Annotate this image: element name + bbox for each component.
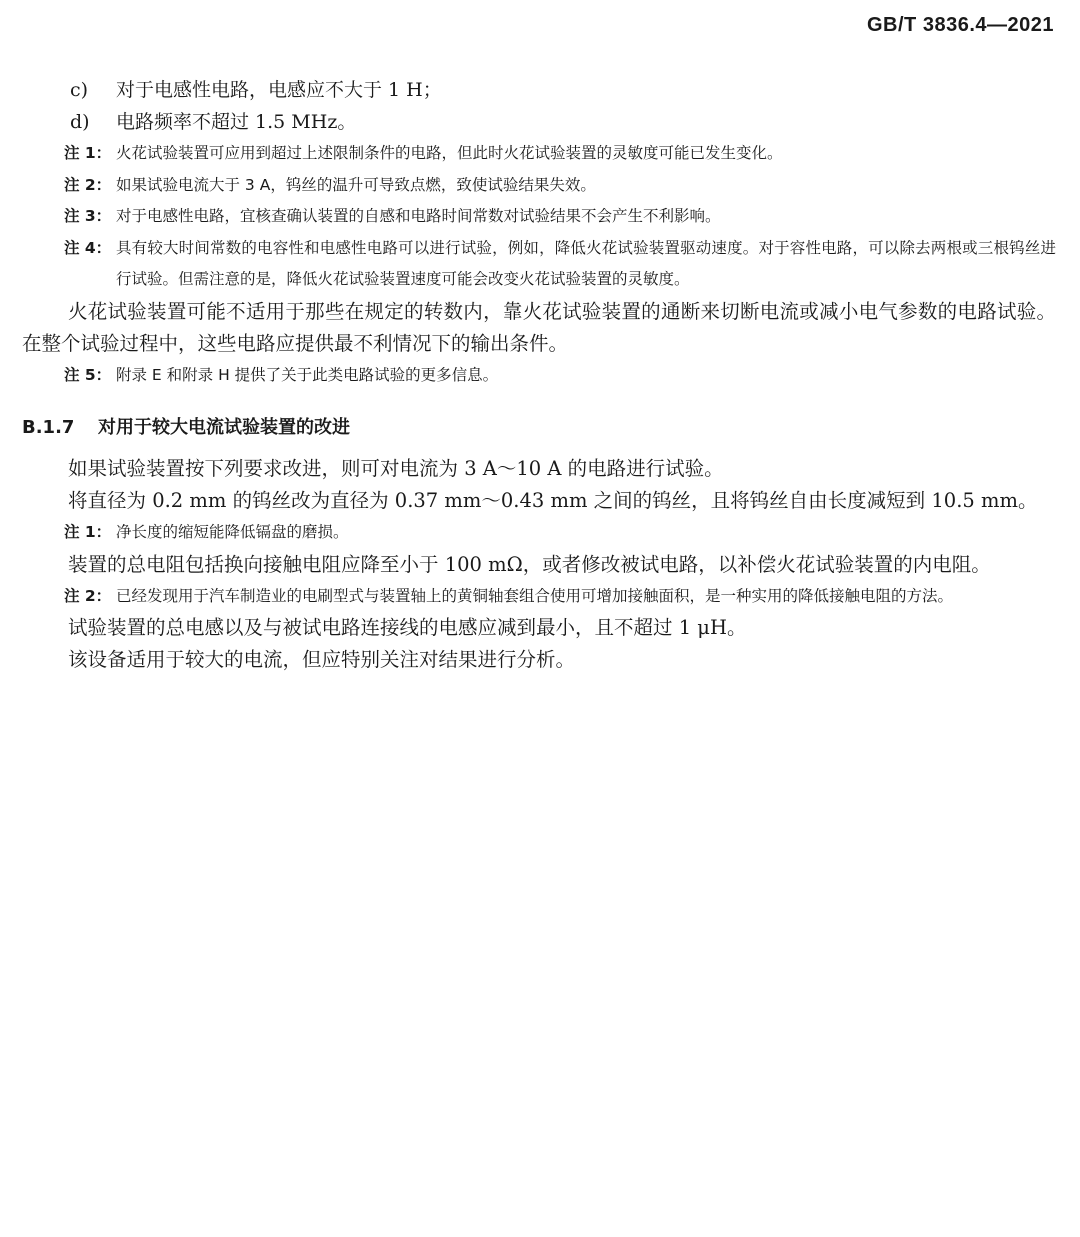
note-text: 净长度的缩短能降低镉盘的磨损。 [116, 523, 349, 541]
list-item-c [22, 74, 1056, 106]
standard-code: GB/T 3836.4—2021 [867, 14, 1054, 36]
note-label: 注 2： [64, 175, 112, 194]
note-b-1 [22, 517, 1056, 549]
list-item-d [22, 106, 1056, 138]
note-4 [22, 233, 1056, 296]
note-label: 注 3： [64, 207, 112, 225]
note-text: 附录 E 和附录 H 提供了关于此类电路试验的更多信息。 [116, 365, 499, 384]
note-label: 注 1： [64, 144, 112, 162]
list-item-text: 电路频率不超过 1.5 MHz。 [116, 111, 357, 133]
list-marker: c) [70, 79, 89, 101]
note-label: 注 2： [64, 586, 112, 605]
list-marker: d) [70, 111, 90, 133]
note-text: 如果试验电流大于 3 A，钨丝的温升可导致点燃，致使试验结果失效。 [116, 175, 596, 194]
note-1 [22, 138, 1056, 170]
paragraph-tungsten-wire: 将直径为 0.2 mm 的钨丝改为直径为 0.37 mm～0.43 mm 之间的钨丝，且将钨丝自由长度减短到 10.5 mm。 [68, 489, 1038, 512]
note-text: 具有较大时间常数的电容性和电感性电路可以进行试验，例如，降低火花试验装置驱动速度。对于容性电路，可以除去两根或三根钨丝进行试验。但需注意的是，降低火花试验装置速度可能会改变火花试验装置的灵敏度。 [116, 238, 1056, 288]
section-title: 对用于较大电流试验装置的改进 [98, 417, 350, 438]
list-item-text: 对于电感性电路，电感应不大于 1 H； [116, 79, 442, 101]
paragraph-modification-intro: 如果试验装置按下列要求改进，则可对电流为 3 A～10 A 的电路进行试验。 [68, 457, 724, 480]
note-b-2 [22, 581, 1056, 613]
section-number: B.1.7 [22, 417, 75, 438]
note-label: 注 4： [64, 238, 112, 257]
note-label: 注 1： [64, 523, 112, 541]
page-content [22, 74, 1056, 676]
note-text: 火花试验装置可应用到超过上述限制条件的电路，但此时火花试验装置的灵敏度可能已发生变化。 [116, 144, 783, 162]
note-5 [22, 360, 1056, 392]
paragraph-larger-current: 该设备适用于较大的电流，但应特别关注对结果进行分析。 [68, 648, 576, 671]
paragraph-total-inductance: 试验装置的总电感以及与被试电路连接线的电感应减到最小，且不超过 1 μH。 [68, 616, 747, 639]
note-2 [22, 170, 1056, 202]
paragraph-spark-apparatus-limitation: 火花试验装置可能不适用于那些在规定的转数内，靠火花试验装置的通断来切断电流或减小电气参数的电路试验。在整个试验过程中，这些电路应提供最不利情况下的输出条件。 [22, 299, 1056, 355]
paragraph-total-resistance: 装置的总电阻包括换向接触电阻应降至小于 100 mΩ，或者修改被试电路，以补偿火花试验装置的内电阻。 [68, 552, 991, 576]
note-label: 注 5： [64, 365, 112, 384]
section-heading [22, 411, 1056, 445]
note-3 [22, 201, 1056, 233]
note-text: 已经发现用于汽车制造业的电刷型式与装置轴上的黄铜轴套组合使用可增加接触面积，是一种实用的降低接触电阻的方法。 [116, 586, 954, 605]
note-text: 对于电感性电路，宜核查确认装置的自感和电路时间常数对试验结果不会产生不利影响。 [116, 207, 721, 225]
